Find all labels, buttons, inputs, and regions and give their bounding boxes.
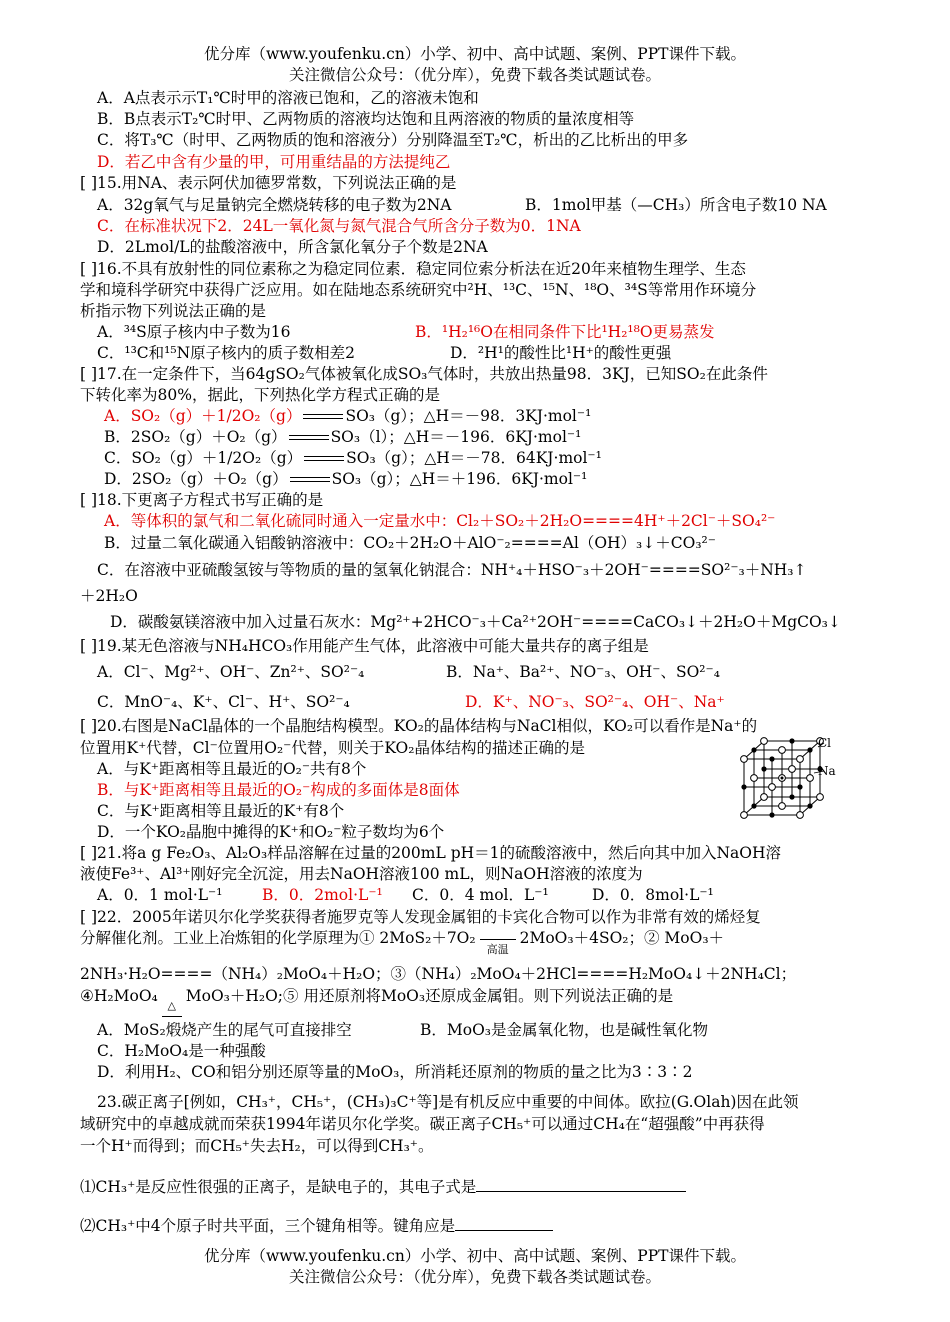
q21-option-a: A．0．1 mol·L⁻¹ bbox=[97, 886, 223, 904]
q20-option-a: A．与K⁺距离相等且最近的O₂⁻共有8个 bbox=[97, 760, 367, 778]
q15-option-b: B．1mol甲基（—CH₃）所含电子数10 NA bbox=[525, 196, 827, 214]
q15-stem: [ ]15.用NA、表示阿伏加德罗常数，下列说法正确的是 bbox=[80, 174, 457, 192]
q15-option-c: C．在标准状况下2．24L一氧化氮与氮气混合气所含分子数为0．1NA bbox=[97, 217, 581, 235]
footer-line-1: 优分库（www.youfenku.cn）小学、初中、高中试题、案例、PPT课件下载。 bbox=[203, 1247, 747, 1265]
q23-part-1: ⑴CH₃⁺是反应性很强的正离子，是缺电子的，其电子式是 bbox=[80, 1177, 686, 1197]
q22-stem-3: 2NH₃·H₂O====（NH₄）₂MoO₄＋H₂O；③（NH₄）₂MoO₄＋2HCl====H₂MoO₄↓＋2NH₄Cl； bbox=[80, 965, 797, 983]
q18-option-d: D．碳酸氨镁溶液中加入过量石灰水：Mg²⁺+2HCO⁻₃＋Ca²⁺2OH⁻====CaCO₃↓＋2H₂O＋MgCO₃↓ bbox=[110, 613, 841, 631]
high-temp-condition: 高温 bbox=[480, 939, 516, 960]
q22-option-b: B．MoO₃是金属氧化物，也是碱性氧化物 bbox=[420, 1021, 709, 1039]
crystal-label-cl: Cl bbox=[818, 736, 832, 750]
q20-stem-2: 位置用K⁺代替，Cl⁻位置用O₂⁻代替，则关于KO₂晶体结构的描述正确的是 bbox=[80, 739, 585, 757]
q23-stem-3: 一个H⁺而得到；而CH₅⁺失去H₂，可以得到CH₃⁺。 bbox=[80, 1137, 434, 1155]
q22-stem-4: ④H₂MoO₄△MoO₃＋H₂O;⑤ 用还原剂将MoO₃还原成金属钼。则下列说法正确的是 bbox=[80, 986, 673, 1009]
answer-blank-1[interactable] bbox=[476, 1177, 686, 1192]
q19-stem: [ ]19.某无色溶液与NH₄HCO₃作用能产生气体，此溶液中可能大量共存的离子组是 bbox=[80, 637, 649, 655]
q22-option-d: D．利用H₂、CO和铝分别还原等量的MoO₃，所消耗还原剂的物质的量之比为3∶3∶2 bbox=[97, 1063, 693, 1081]
q16-option-d: D．²H¹的酸性比¹H⁺的酸性更强 bbox=[450, 344, 672, 362]
q17-stem-2: 下转化率为80%，据此，下列热化学方程式正确的是 bbox=[80, 386, 440, 404]
q22-stem-2: 分解催化剂。工业上冶炼钼的化学原理为① 2MoS₂＋7O₂高温2MoO₃＋4SO₂；② MoO₃＋ bbox=[80, 928, 724, 950]
equilibrium-arrow-icon bbox=[303, 412, 343, 422]
q16-option-b: B．¹H₂¹⁶O在相同条件下比¹H₂¹⁸O更易蒸发 bbox=[415, 323, 715, 341]
q15-option-a: A．32g氧气与足量钠完全燃烧转移的电子数为2NA bbox=[97, 196, 452, 214]
q22-option-c: C．H₂MoO₄是一种强酸 bbox=[97, 1042, 266, 1060]
q20-option-b: B．与K⁺距离相等且最近的O₂⁻构成的多面体是8面体 bbox=[97, 781, 460, 799]
q18-option-a: A．等体积的氯气和二氧化硫同时通入一定量水中：Cl₂＋SO₂＋2H₂O====4H⁺＋2Cl⁻＋SO₄²⁻ bbox=[104, 512, 776, 530]
q17-option-a: A．SO₂（g）＋1/2O₂（g） SO₃（g）；△H＝－98．3KJ·mol⁻¹ bbox=[104, 407, 592, 425]
q19-option-b: B．Na⁺、Ba²⁺、NO⁻₃、OH⁻、SO²⁻₄ bbox=[446, 663, 720, 681]
q18-option-b: B．过量二氧化碳通入铝酸钠溶液中：CO₂＋2H₂O＋AlO⁻₂====Al（OH）₃↓＋CO₃²⁻ bbox=[104, 534, 716, 552]
q20-option-c: C．与K⁺距离相等且最近的K⁺有8个 bbox=[97, 802, 345, 820]
q19-option-d: D．K⁺、NO⁻₃、SO²⁻₄、OH⁻、Na⁺ bbox=[465, 693, 725, 711]
q23-stem-2: 域研究中的卓越成就而荣获1994年诺贝尔化学奖。碳正离子CH₅⁺可以通过CH₄在“超强酸”中再获得 bbox=[80, 1115, 765, 1133]
q21-stem-2: 液使Fe³⁺、Al³⁺刚好完全沉淀，用去NaOH溶液100 mL，则NaOH溶液的浓度为 bbox=[80, 865, 643, 883]
q17-stem-1: [ ]17.在一定条件下，当64gSO₂气体被氧化成SO₃气体时，共放出热量98．3KJ，已知SO₂在此条件 bbox=[80, 365, 768, 383]
q16-stem-2: 学和境科学研究中获得广泛应用。如在陆地态系统研究中²H、¹³C、¹⁵N、¹⁸O、³⁴S等常用作环境分 bbox=[80, 281, 757, 299]
q21-option-c: C．0．4 mol．L⁻¹ bbox=[412, 886, 549, 904]
q22-option-a: A．MoS₂煅烧产生的尾气可直接排空 bbox=[97, 1021, 352, 1039]
q19-option-c: C．MnO⁻₄、K⁺、Cl⁻、H⁺、SO²⁻₄ bbox=[97, 693, 350, 711]
q16-option-c: C．¹³C和¹⁵N原子核内的质子数相差2 bbox=[97, 344, 355, 362]
heat-condition: △ bbox=[162, 996, 182, 1017]
q17-option-d: D．2SO₂（g）＋O₂（g） SO₃（g）；△H＝＋196．6KJ·mol⁻¹ bbox=[104, 470, 588, 488]
equilibrium-arrow-icon bbox=[290, 475, 330, 485]
q16-stem-1: [ ]16.不具有放射性的同位素称之为稳定同位素．稳定同位索分析法在近20年来植物生理学、生态 bbox=[80, 260, 746, 278]
q14-option-a: A．A点表示示T₁℃时甲的溶液已饱和，乙的溶液未饱和 bbox=[97, 89, 479, 107]
q17-option-b: B．2SO₂（g）＋O₂（g） SO₃（l）；△H＝－196．6KJ·mol⁻¹ bbox=[104, 428, 582, 446]
footer-line-2: 关注微信公众号：（优分库），免费下载各类试题试卷。 bbox=[288, 1268, 661, 1286]
q21-option-b: B．0．2mol·L⁻¹ bbox=[262, 886, 383, 904]
q18-stem: [ ]18.下更离子方程式书写正确的是 bbox=[80, 491, 324, 509]
q20-stem-1: [ ]20.右图是NaCl晶体的一个晶胞结构模型。KO₂的晶体结构与NaCl相似，KO₂可以看作是Na⁺的 bbox=[80, 717, 758, 735]
equilibrium-arrow-icon bbox=[304, 454, 344, 464]
header-line-2: 关注微信公众号：（优分库），免费下载各类试题试卷。 bbox=[288, 66, 661, 84]
q21-option-d: D．0．8mol·L⁻¹ bbox=[592, 886, 714, 904]
q16-stem-3: 析指示物下列说法正确的是 bbox=[80, 302, 267, 320]
q14-option-b: B．B点表示T₂℃时甲、乙两物质的溶液均达饱和且两溶液的物质的量浓度相等 bbox=[97, 110, 635, 128]
equilibrium-arrow-icon bbox=[289, 433, 329, 443]
q21-stem-1: [ ]21.将a g Fe₂O₃、Al₂O₃样品溶解在过量的200mL pH＝1的硫酸溶液中，然后向其中加入NaOH溶 bbox=[80, 844, 782, 862]
header-line-1: 优分库（www.youfenku.cn）小学、初中、高中试题、案例、PPT课件下载。 bbox=[203, 45, 747, 63]
crystal-label-na: Na bbox=[818, 764, 836, 778]
q23-part-2: ⑵CH₃⁺中4个原子时共平面，三个键角相等。键角应是 bbox=[80, 1216, 553, 1236]
q19-option-a: A．Cl⁻、Mg²⁺、OH⁻、Zn²⁺、SO²⁻₄ bbox=[97, 663, 365, 681]
q14-option-d: D．若乙中含有少量的甲，可用重结晶的方法提纯乙 bbox=[97, 153, 451, 171]
q18-option-c-2: ＋2H₂O bbox=[80, 587, 138, 605]
q23-stem-1: 23.碳正离子[例如，CH₃⁺，CH₅⁺，(CH₃)₃C⁺等]是有机反应中重要的中间体。欧拉(G.Olah)因在此领 bbox=[97, 1093, 799, 1111]
q20-option-d: D．一个KO₂晶胞中摊得的K⁺和O₂⁻粒子数均为6个 bbox=[97, 823, 445, 841]
q16-option-a: A．³⁴S原子核内中子数为16 bbox=[97, 323, 291, 341]
q17-option-c: C．SO₂（g）＋1/2O₂（g） SO₃（g）；△H＝－78．64KJ·mol⁻¹ bbox=[104, 449, 602, 467]
q22-stem-1: [ ]22．2005年诺贝尔化学奖获得者施罗克等人发现金属钼的卡宾化合物可以作为非常有效的烯烃复 bbox=[80, 908, 761, 926]
answer-blank-2[interactable] bbox=[455, 1216, 553, 1231]
q15-option-d: D．2Lmol/L的盐酸溶液中，所含氯化氧分子个数是2NA bbox=[97, 238, 488, 256]
q18-option-c-1: C．在溶液中亚硫酸氢铵与等物质的量的氢氧化钠混合：NH⁺₄＋HSO⁻₃＋2OH⁻====SO²⁻₃＋NH₃↑ bbox=[97, 561, 807, 579]
q14-option-c: C．将T₃℃（时甲、乙两物质的饱和溶液分）分别降温至T₂℃，析出的乙比析出的甲多 bbox=[97, 131, 689, 149]
